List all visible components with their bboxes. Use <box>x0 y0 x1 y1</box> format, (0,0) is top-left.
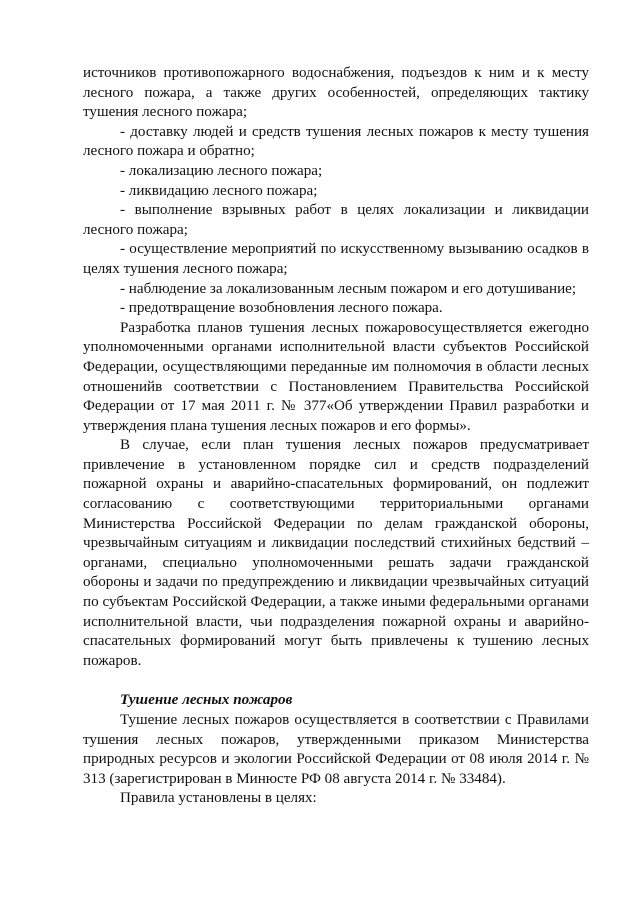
list-item: - выполнение взрывных работ в целях локализации и ликвидации лесного пожара; <box>83 202 589 238</box>
list-item: - доставку людей и средств тушения лесных пожаров к месту тушения лесного пожара и обратно; <box>83 123 589 160</box>
list-item: - наблюдение за локализованным лесным пожаром и его дотушивание; <box>120 280 577 297</box>
paragraph: Правила установлены в целях: <box>120 790 317 807</box>
list-item: - локализацию лесного пожара; <box>120 162 323 179</box>
list-item: - предотвращение возобновления лесного пожара. <box>120 300 443 317</box>
list-item: - ликвидацию лесного пожара; <box>120 182 318 199</box>
paragraph: источников противопожарного водоснабжения, подъездов к ним и к месту лесного пожара, а также других особенностей, определяющих тактику тушения лесного пожара; <box>83 65 589 121</box>
paragraph: Тушение лесных пожаров осуществляется в соответствии с Правилами тушения лесных пожаров, утвержденными приказом Министерства природных ресурсов и экологии Российской Федерации от 08 июля 2014 г. № 313 (зарегистрирован в Минюсте РФ 08 августа 2014 г. № 33484). <box>83 712 589 787</box>
paragraph: В случае, если план тушения лесных пожаров предусматривает привлечение в установленном порядке сил и средств подразделений пожарной охраны и аварийно-спасательных формирований, он подлежит согласованию с соответствующими территориальными органами Министерства Российской Федерации по делам гражданской обороны, чрезвычайным ситуациям и ликвидации последствий стихийных бедствий – органами, специально уполномоченными решать задачи гражданской обороны и задачи по предупреждению и ликвидации чрезвычайных ситуаций по субъектам Российской Федерации, а также иными федеральными органами исполнительной власти, чьи подразделения пожарной охраны и аварийно-спасательных формирований могут быть привлечены к тушению лесных пожаров. <box>83 437 589 669</box>
paragraph: Разработка планов тушения лесных пожаровосуществляется ежегодно уполномоченными органами исполнительной власти субъектов Российской Федерации, осуществляющими переданные им полномочия в области лесных отношенийв соответствии с Постановлением Правительства Российской Федерации от 17 мая 2011 г. № 377«Об утверждении Правил разработки и утверждения плана тушения лесных пожаров и его формы». <box>83 319 589 434</box>
document-body <box>83 64 589 809</box>
section-heading: Тушение лесных пожаров <box>120 692 293 709</box>
list-item: - осуществление мероприятий по искусственному вызыванию осадков в целях тушения лесного пожара; <box>83 241 589 277</box>
